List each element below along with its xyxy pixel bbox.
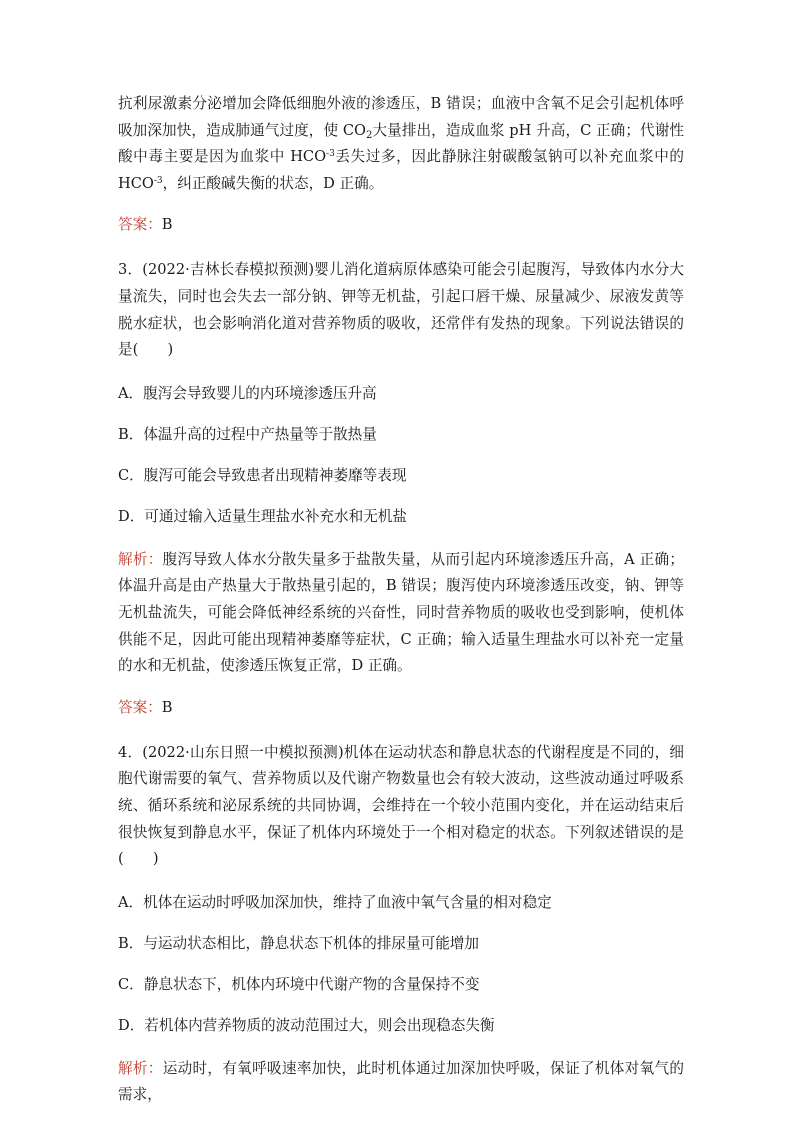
question-4-stem: 4．(2022·山东日照一中模拟预测)机体在运动状态和静息状态的代谢程度是不同的，细胞代谢需要的氧气、营养物质以及代谢产物数量也会有较大波动，这些波动通过呼吸系统、循环系统和泌尿系统的共同协调，会维持在一个较小范围内变化，并在运动结束后很快恢复到静息水平，保证了机体内环境处于一个相对稳定的状态。下列叙述错误的是( ) xyxy=(118,743,684,868)
analysis-label: 解析： xyxy=(118,550,163,568)
question-3-option-b: B．体温升高的过程中产热量等于散热量 xyxy=(118,425,377,443)
question-3-analysis xyxy=(118,547,684,680)
analysis-text-part: ，纠正酸碱失衡的状态，D 正确。 xyxy=(162,174,384,192)
analysis-label: 解析： xyxy=(118,1059,163,1077)
question-4-option-c: C．静息状态下，机体内环境中代谢产物的含量保持不变 xyxy=(118,975,480,993)
hco3-superscript: -3 xyxy=(326,149,335,160)
answer-line xyxy=(118,212,684,238)
analysis-text-part: 大量排出，造成血浆 pH 升高，C 正确；代谢性酸中毒主要是因为血浆中 HCO xyxy=(118,121,684,166)
analysis-text-part: 丢失过多，因此静脉注射碳酸氢钠可以补充血浆中的 HCO xyxy=(118,148,684,192)
answer-value: B xyxy=(161,216,173,234)
question-4-option-b: B．与运动状态相比，静息状态下机体的排尿量可能增加 xyxy=(118,934,479,952)
question-3-option-d: D．可通过输入适量生理盐水补充水和无机盐 xyxy=(118,507,407,525)
co2-subscript: 2 xyxy=(366,129,373,141)
question-4-option-a: A．机体在运动时呼吸加深加快，维持了血液中氧气含量的相对稳定 xyxy=(118,893,552,911)
question-4-option-d: D．若机体内营养物质的波动范围过大，则会出现稳态失衡 xyxy=(118,1016,495,1034)
analysis-text: 腹泻导致人体水分散失量多于盐散失量，从而引起内环境渗透压升高，A 正确；体温升高是由产热量大于散热量引起的，B 错误；腹泻使内环境渗透压改变，钠、钾等无机盐流失，可能会降低神经系统的兴奋性，同时营养物质的吸收也受到影响，使机体供能不足，因此可能出现精神萎靡等症状，C 正确；输入适量生理盐水可以补充一定量的水和无机盐，使渗透压恢复正常，D 正确。 xyxy=(118,550,684,675)
analysis-text-part: 抗利尿激素分泌增加会降低细胞外液的渗透压，B 错误；血液中含氧不足会引起机体呼吸加深加快，造成肺通气过度，使 CO xyxy=(118,95,684,139)
hco3-superscript: -3 xyxy=(153,175,163,186)
analysis-continuation xyxy=(118,91,684,197)
answer-value: B xyxy=(161,698,173,716)
question-3-option-a: A．腹泻会导致婴儿的内环境渗透压升高 xyxy=(118,384,377,402)
question-3-option-c: C．腹泻可能会导致患者出现精神萎靡等表现 xyxy=(118,466,407,484)
analysis-text: 运动时，有氧呼吸速率加快，此时机体通过加深加快呼吸，保证了机体对氧气的需求， xyxy=(118,1059,684,1104)
answer-line xyxy=(118,695,684,721)
answer-label: 答案： xyxy=(118,216,162,234)
question-3-stem: 3．(2022·吉林长春模拟预测)婴儿消化道病原体感染可能会引起腹泻，导致体内水分大量流失，同时也会失去一部分钠、钾等无机盐，引起口唇干燥、尿量减少、尿液发黄等脱水症状，也会影响消化道对营养物质的吸收，还常伴有发热的现象。下列说法错误的是( ) xyxy=(118,261,684,359)
answer-label: 答案： xyxy=(118,698,162,716)
question-4-analysis xyxy=(118,1056,684,1109)
document-content xyxy=(118,91,684,1109)
